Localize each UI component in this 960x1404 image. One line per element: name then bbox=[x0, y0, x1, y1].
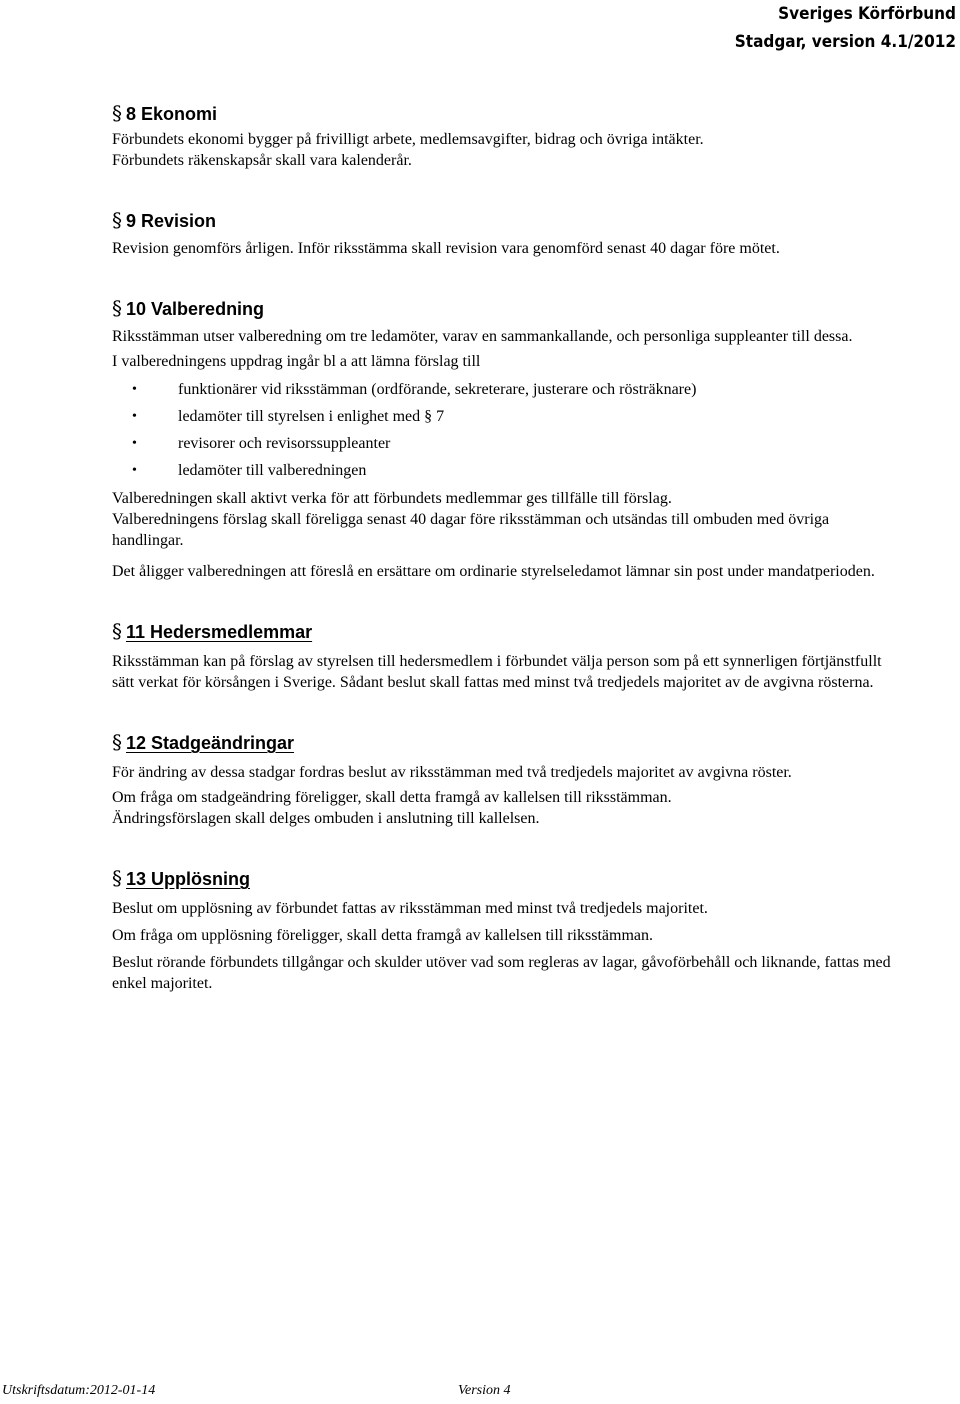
section-symbol: § bbox=[112, 730, 122, 754]
paragraph: Det åligger valberedningen att föreslå en ersättare om ordinarie styrelseledamot lämnar sin post under mandatperioden. bbox=[112, 563, 875, 580]
bullet-icon: • bbox=[132, 382, 137, 397]
section-title: 10 Valberedning bbox=[126, 299, 265, 319]
section-title: 8 Ekonomi bbox=[126, 104, 218, 124]
list-item-text: revisorer och revisorssuppleanter bbox=[178, 435, 391, 452]
list-item bbox=[112, 457, 902, 484]
list-item bbox=[112, 403, 902, 430]
section-title: 12 Stadgeändringar bbox=[126, 733, 295, 753]
section-10 bbox=[112, 293, 902, 582]
bullet-icon: • bbox=[132, 409, 137, 424]
section-symbol: § bbox=[112, 619, 122, 643]
page-footer bbox=[0, 1380, 960, 1404]
document-version: Stadgar, version 4.1/2012 bbox=[734, 32, 956, 52]
paragraph: Valberedningen skall aktivt verka för att förbundets medlemmar ges tillfälle till förslag. bbox=[112, 490, 672, 507]
paragraph: Riksstämman kan på förslag av styrelsen till hedersmedlem i förbundet välja person som på ett synnerligen förtjänstfullt sätt verkat för körsången i Sverige. Sådant beslut skall fattas med minst två tredjedels majoritet av de avgivna rösterna. bbox=[112, 653, 882, 691]
paragraph: Valberedningens förslag skall föreligga senast 40 dagar före riksstämman och utsändas till ombuden med övriga handlingar. bbox=[112, 511, 830, 549]
print-date: Utskriftsdatum:2012-01-14 bbox=[2, 1383, 156, 1398]
section-heading bbox=[112, 727, 902, 758]
list-item bbox=[112, 430, 902, 457]
paragraph: Om fråga om upplösning föreligger, skall detta framgå av kallelsen till riksstämman. bbox=[112, 927, 653, 944]
page-header bbox=[735, 0, 956, 56]
paragraph: Förbundets ekonomi bygger på frivilligt arbete, medlemsavgifter, bidrag och övriga intäkter. bbox=[112, 131, 704, 148]
list-item-text: ledamöter till styrelsen i enlighet med § 7 bbox=[178, 408, 445, 425]
bullet-list bbox=[112, 376, 902, 484]
section-symbol: § bbox=[112, 101, 122, 125]
section-heading bbox=[112, 616, 902, 647]
list-item-text: funktionärer vid riksstämman (ordförande, sekreterare, justerare och rösträknare) bbox=[178, 381, 697, 398]
footer-version: Version 4 bbox=[458, 1383, 511, 1398]
section-11 bbox=[112, 616, 902, 693]
paragraph: Beslut om upplösning av förbundet fattas av riksstämman med minst två tredjedels majoritet. bbox=[112, 900, 708, 917]
section-heading bbox=[112, 98, 902, 129]
bullet-icon: • bbox=[132, 436, 137, 451]
section-9 bbox=[112, 205, 902, 259]
section-heading bbox=[112, 293, 902, 324]
section-title: 9 Revision bbox=[126, 211, 217, 231]
section-heading bbox=[112, 205, 902, 236]
section-heading bbox=[112, 863, 902, 894]
section-8 bbox=[112, 98, 902, 171]
section-12 bbox=[112, 727, 902, 829]
section-13 bbox=[112, 863, 902, 994]
organization-name: Sveriges Körförbund bbox=[778, 4, 956, 24]
list-item bbox=[112, 376, 902, 403]
section-title: 13 Upplösning bbox=[126, 869, 251, 889]
paragraph: Förbundets räkenskapsår skall vara kalenderår. bbox=[112, 152, 412, 169]
paragraph: Ändringsförslagen skall delges ombuden i anslutning till kallelsen. bbox=[112, 810, 540, 827]
paragraph: För ändring av dessa stadgar fordras beslut av riksstämman med två tredjedels majoritet av avgivna röster. bbox=[112, 764, 792, 781]
paragraph: Beslut rörande förbundets tillgångar och skulder utöver vad som regleras av lagar, gåvoförbehåll och liknande, fattas med enkel majoritet. bbox=[112, 954, 891, 992]
section-symbol: § bbox=[112, 208, 122, 232]
paragraph: I valberedningens uppdrag ingår bl a att lämna förslag till bbox=[112, 353, 481, 370]
paragraph: Revision genomförs årligen. Inför riksstämma skall revision vara genomförd senast 40 dagar före mötet. bbox=[112, 240, 780, 257]
section-symbol: § bbox=[112, 866, 122, 890]
list-item-text: ledamöter till valberedningen bbox=[178, 462, 367, 479]
paragraph: Om fråga om stadgeändring föreligger, skall detta framgå av kallelsen till riksstämman. bbox=[112, 789, 672, 806]
document-body bbox=[112, 98, 902, 994]
section-symbol: § bbox=[112, 296, 122, 320]
section-title: 11 Hedersmedlemmar bbox=[126, 622, 313, 642]
bullet-icon: • bbox=[132, 463, 137, 478]
paragraph: Riksstämman utser valberedning om tre ledamöter, varav en sammankallande, och personliga suppleanter till dessa. bbox=[112, 328, 853, 345]
